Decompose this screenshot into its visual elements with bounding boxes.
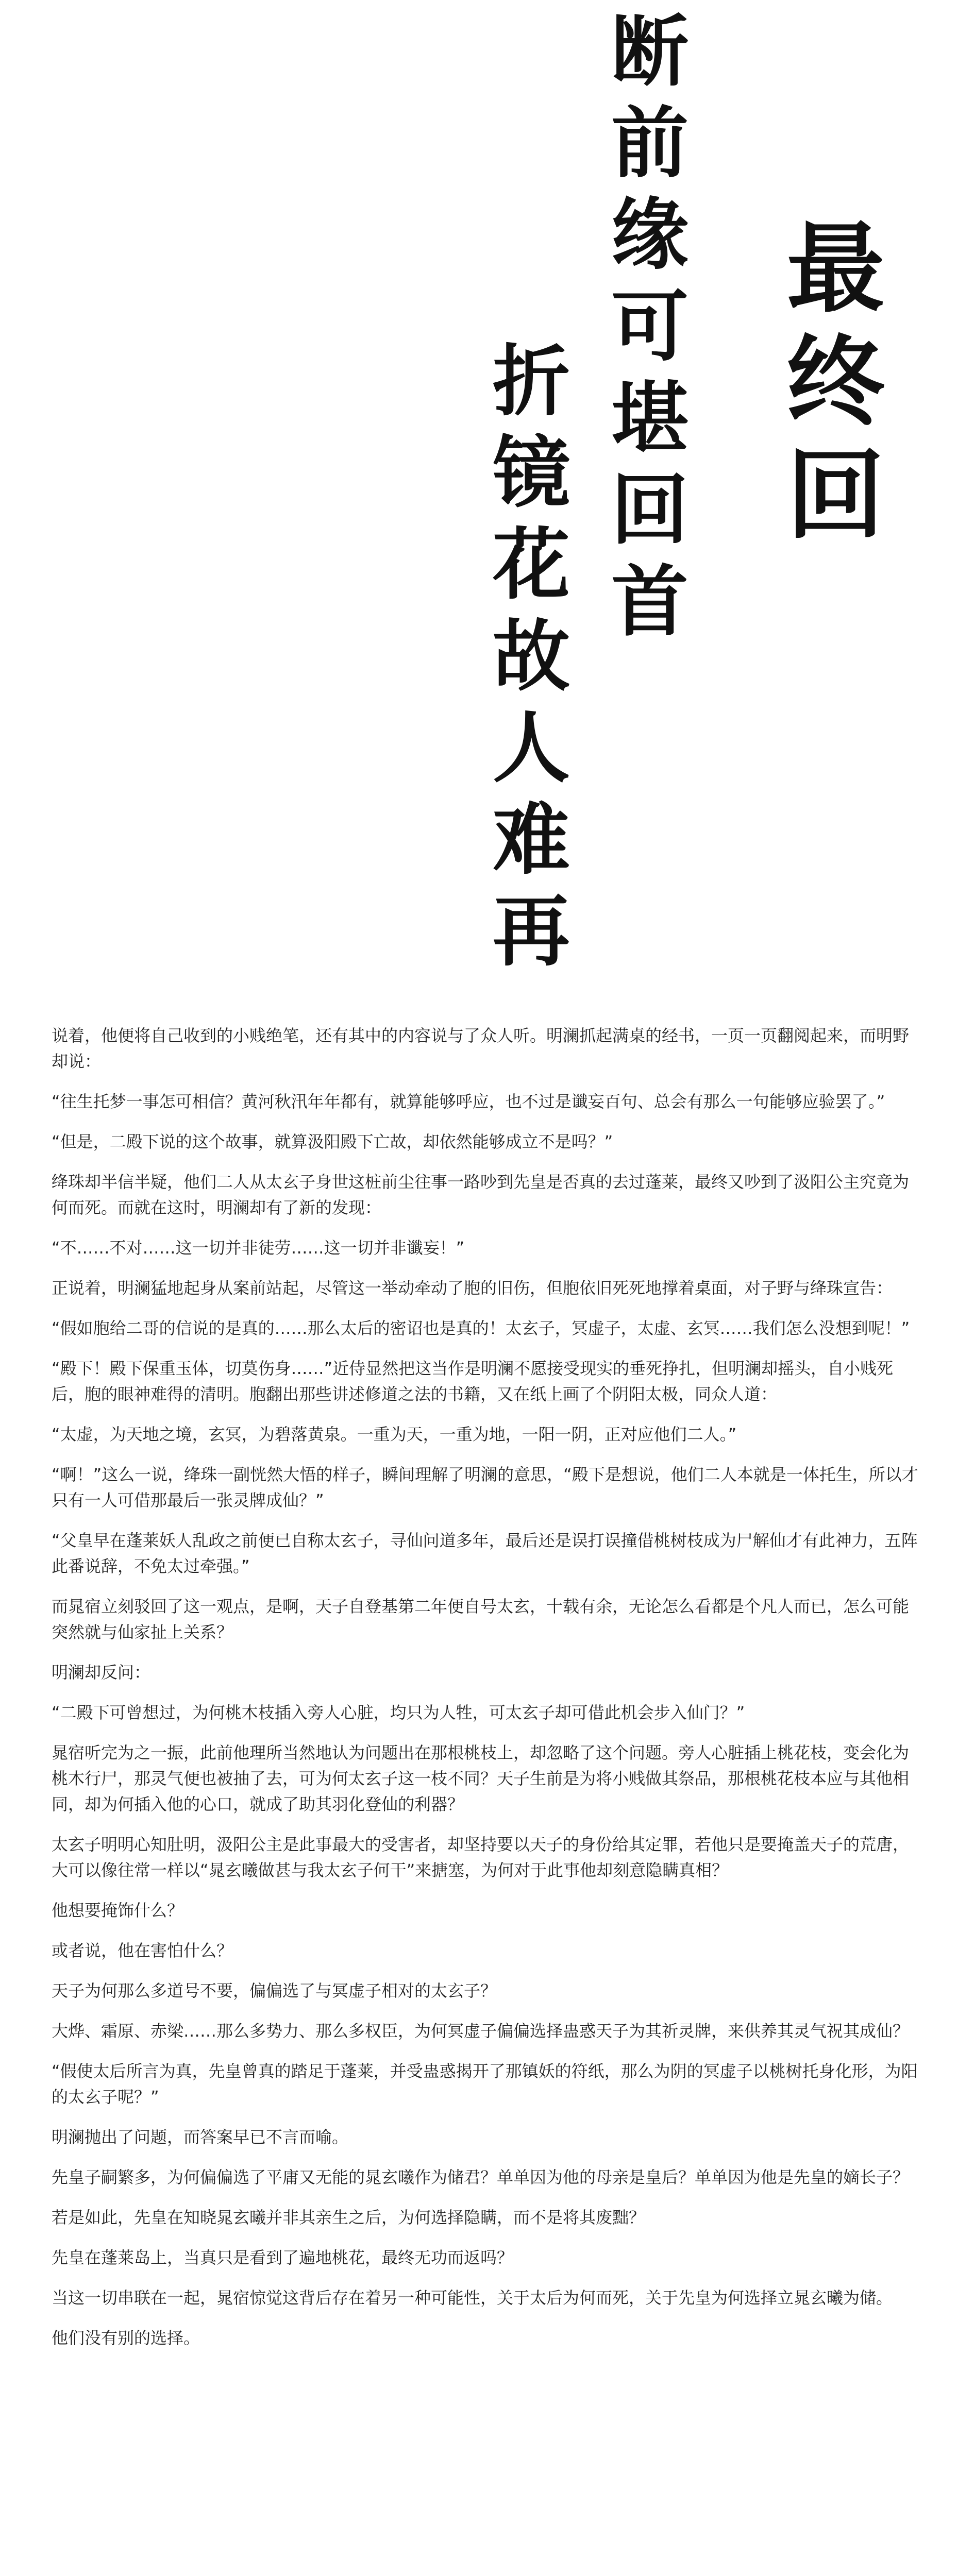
paragraph: “啊！”这么一说，绛珠一副恍然大悟的样子，瞬间理解了明澜的意思，“殿下是想说，他们二人本就是一体托生，所以才只有一人可借那最后一张灵牌成仙？”: [52, 1465, 918, 1510]
paragraph: 天子为何那么多道号不要，偏偏选了与冥虚子相对的太玄子？: [52, 1981, 497, 2001]
paragraph: 当这一切串联在一起，晁宿惊觉这背后存在着另一种可能性，关于太后为何而死，关于先皇为何选择立晁玄曦为储。: [52, 2288, 893, 2308]
paragraph: 晁宿听完为之一振，此前他理所当然地认为问题出在那根桃枝上，却忽略了这个问题。旁人心脏插上桃花枝，变会化为桃木行尸，那灵气便也被抽了去，可为何太玄子这一枝不同？天子生前是为将小贱做其祭品，那根桃花枝本应与其他相同，却为何插入他的心口，就成了助其羽化登仙的利器？: [52, 1743, 910, 1814]
article-body: [52, 1023, 922, 2365]
paragraph: 先皇在蓬莱岛上，当真只是看到了遍地桃花，最终无功而返吗？: [52, 2248, 514, 2267]
paragraph: 明澜却反问：: [52, 1663, 151, 1682]
paragraph: 先皇子嗣繁多，为何偏偏选了平庸又无能的晁玄曦作为储君？单单因为他的母亲是皇后？单单因为他是先皇的嫡长子？: [52, 2167, 910, 2187]
paragraph: “殿下！殿下保重玉体，切莫伤身……”近侍显然把这当作是明澜不愿接受现实的垂死挣扎，但明澜却摇头，自小贱死后，胞的眼神难得的清明。胞翻出那些讲述修道之法的书籍，又在纸上画了个阴阳太极，同众人道：: [52, 1359, 894, 1404]
paragraph: “二殿下可曾想过，为何桃木枝插入旁人心脏，均只为人牲，可太玄子却可借此机会步入仙门？”: [52, 1703, 745, 1722]
paragraph: 绛珠却半信半疑，他们二人从太玄子身世这桩前尘往事一路吵到先皇是否真的去过蓬莱，最终又吵到了汲阳公主究竟为何而死。而就在这时，明澜却有了新的发现：: [52, 1172, 910, 1217]
paragraph: 他想要掩饰什么？: [52, 1901, 184, 1920]
paragraph: 而晁宿立刻驳回了这一观点，是啊，天子自登基第二年便自号太玄，十载有余，无论怎么看都是个凡人而已，怎么可能突然就与仙家扯上关系？: [52, 1597, 910, 1642]
paragraph: “但是，二殿下说的这个故事，就算汲阳殿下亡故，却依然能够成立不是吗？”: [52, 1132, 613, 1151]
subtitle-line-1: 断前缘可堪回首: [598, 10, 688, 652]
paragraph: 或者说，他在害怕什么？: [52, 1941, 233, 1960]
title-area: [0, 0, 974, 982]
paragraph: “往生托梦一事怎可相信？黄河秋汛年年都有，就算能够呼应，也不过是谶妄百句、总会有那么一句能够应验罢了。”: [52, 1092, 885, 1111]
paragraph: 明澜抛出了问题，而答案早已不言而喻。: [52, 2127, 349, 2147]
paragraph: 说着，他便将自己收到的小贱绝笔，还有其中的内容说与了众人听。明澜抓起满桌的经书，一页一页翻阅起来，而明野却说：: [52, 1026, 910, 1071]
paragraph: 正说着，明澜猛地起身从案前站起，尽管这一举动牵动了胞的旧伤，但胞依旧死死地撑着桌面，对子野与绛珠宣告：: [52, 1278, 893, 1298]
paragraph: “不……不对……这一切并非徒劳……这一切并非谶妄！”: [52, 1238, 465, 1258]
paragraph: 他们没有别的选择。: [52, 2328, 200, 2348]
paragraph: “父皇早在蓬莱妖人乱政之前便已自称太玄子，寻仙问道多年，最后还是误打误撞借桃树枝成为尸解仙才有此神力，五阵此番说辞，不免太过牵强。”: [52, 1531, 918, 1576]
paragraph: “太虚，为天地之境，玄冥，为碧落黄泉。一重为天，一重为地，一阳一阴，正对应他们二人。”: [52, 1425, 737, 1444]
paragraph: 若是如此，先皇在知晓晁玄曦并非其亲生之后，为何选择隐瞒，而不是将其废黜？: [52, 2208, 646, 2227]
subtitle-line-2: 折镜花故人难再: [479, 340, 570, 982]
paragraph: 太玄子明明心知肚明，汲阳公主是此事最大的受害者，却坚持要以天子的身份给其定罪，若他只是要掩盖天子的荒唐，大可以像往常一样以“晁玄曦做甚与我太玄子何干”来搪塞，为何对于此事他却刻意隐瞒真相？: [52, 1835, 910, 1880]
paragraph: “假如胞给二哥的信说的是真的……那么太后的密诏也是真的！太玄子，冥虚子，太虚、玄冥……我们怎么没想到呢！”: [52, 1318, 910, 1338]
paragraph: 大烨、霜原、赤梁……那么多势力、那么多权臣，为何冥虚子偏偏选择蛊惑天子为其祈灵牌，来供养其灵气祝其成仙？: [52, 2021, 910, 2041]
paragraph: “假使太后所言为真，先皇曾真的踏足于蓬莱，并受蛊惑揭开了那镇妖的符纸，那么为阴的冥虚子以桃树托身化形，为阳的太玄子呢？”: [52, 2061, 918, 2107]
main-title: 最终回: [770, 216, 885, 556]
